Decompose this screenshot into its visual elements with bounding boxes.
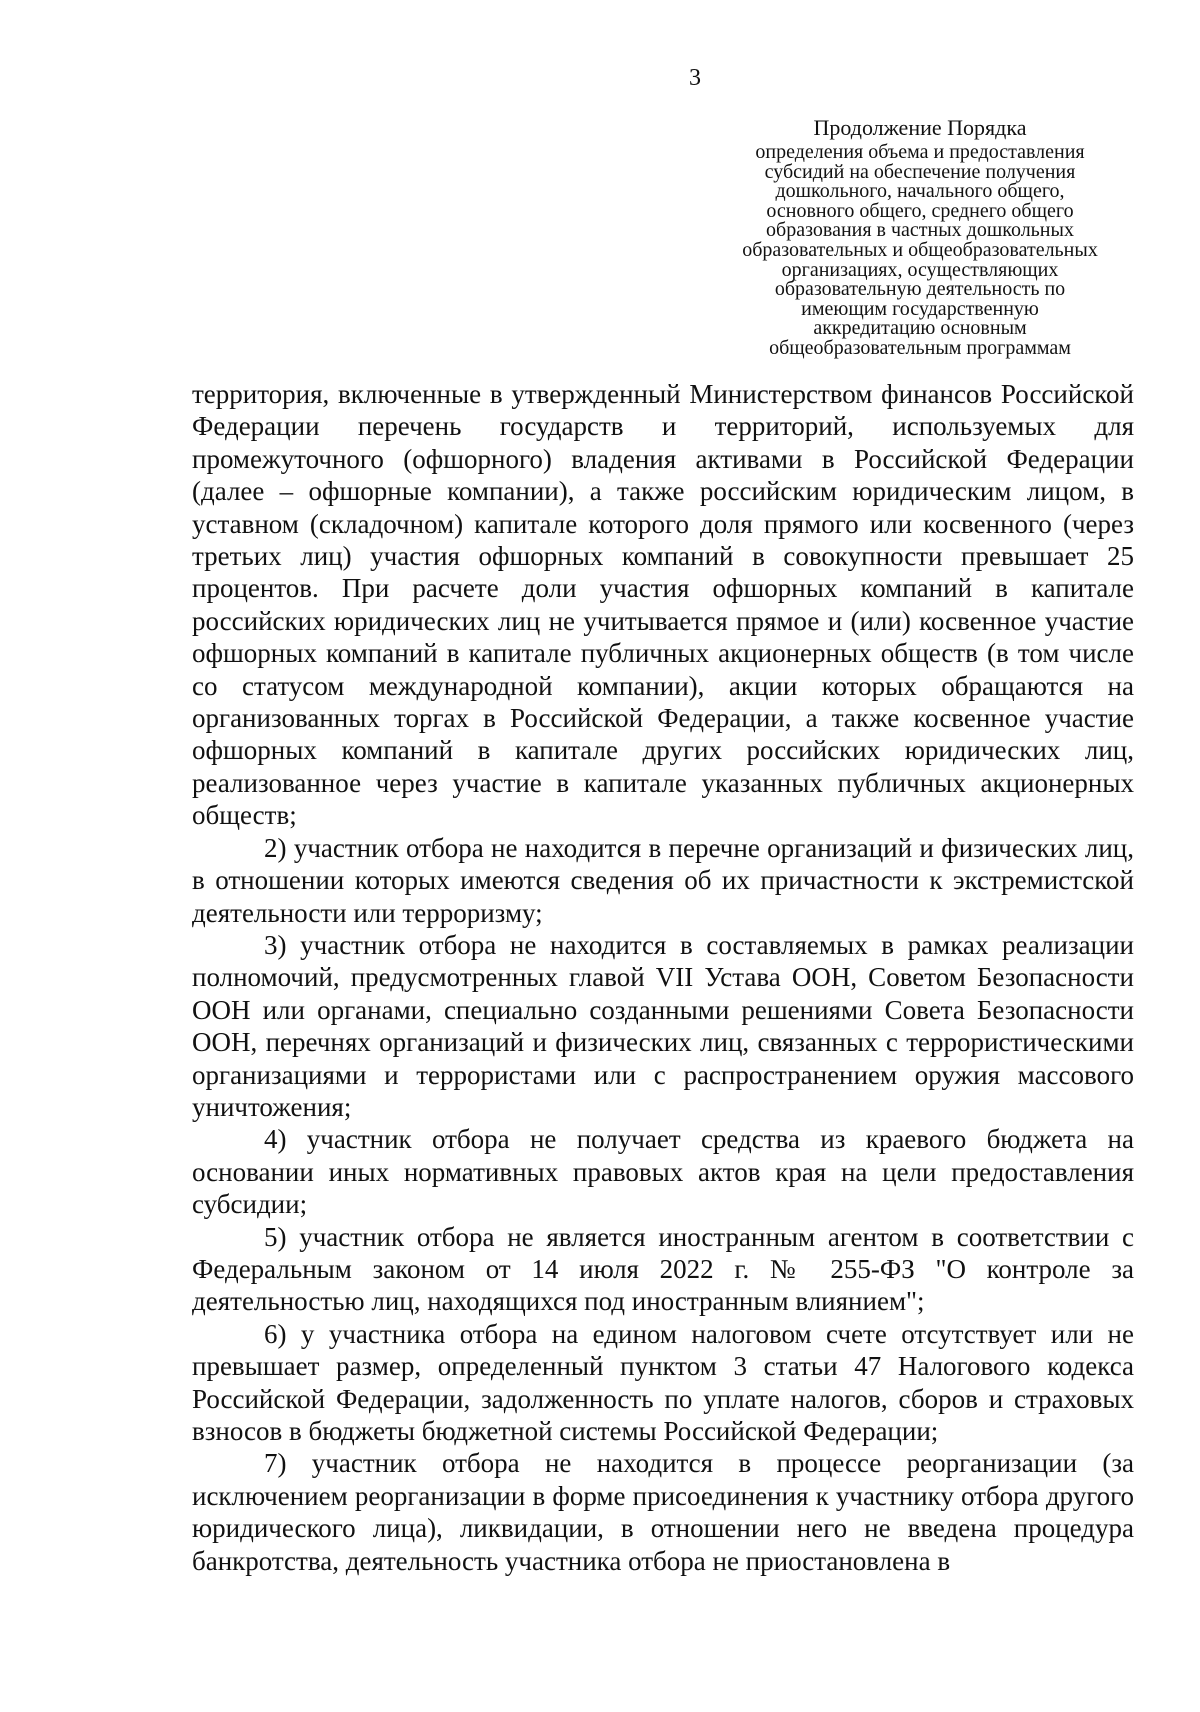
header-line: общеобразовательным программам [769, 336, 1071, 359]
header-title: Продолжение Порядка [813, 115, 1027, 140]
header-line: определения объема и предоставления [755, 141, 1085, 163]
body-paragraph-continuation: территория, включенные в утвержденный Министерством финансов Российской Федерации перечень государств и территорий, используемых для промежуточного (офшорного) владения активами в Российской Федерации (далее – офшорные компании), а также российским юридическим лицом, в уставном (складочном) капитале которого доля прямого или косвенного (через третьих лиц) участия офшорных компаний в совокупности превышает 25 процентов. При расчете доли участия офшорных компаний в капитале российских юридических лиц не учитывается прямое и (или) косвенное участие офшорных компаний в капитале публичных акционерных обществ (в том числе со статусом международной компании), акции которых обращаются на организованных торгах в Российской Федерации, а также косвенное участие офшорных компаний в капитале других российских юридических лиц, реализованное через участие в капитале указанных публичных акционерных обществ; [192, 379, 1134, 831]
header-line: организациях, осуществляющих [781, 258, 1059, 281]
body-paragraph-item-3: 3) участник отбора не находится в составляемых в рамках реализации полномочий, предусмотренных главой VII Устава ООН, Советом Безопасности ООН или органами, специально созданными решениями Совета Безопасности ООН, перечнях организаций и физических лиц, связанных с террористическими организациями и террористами или с распространением оружия массового уничтожения; [192, 929, 1134, 1122]
page-number: 3 [689, 65, 701, 91]
header-line: образовательных и общеобразовательных [742, 238, 1098, 261]
body-paragraph-item-4: 4) участник отбора не получает средства из краевого бюджета на основании иных нормативных правовых актов края на цели предоставления субсидии; [192, 1124, 1134, 1220]
header-line: основного общего, среднего общего [766, 199, 1074, 222]
header-line: аккредитацию основным [813, 317, 1027, 340]
body-paragraph-item-7: 7) участник отбора не находится в процессе реорганизации (за исключением реорганизации в форме присоединения к участнику отбора другого юридического лица), ликвидации, в отношении него не введена процедура банкротства, деятельность участника отбора не приостановлена в [192, 1448, 1134, 1576]
body-paragraph-item-2: 2) участник отбора не находится в перечне организаций и физических лиц, в отношении которых имеются сведения об их причастности к экстремистской деятельности или терроризму; [192, 832, 1134, 928]
document-body [192, 378, 1134, 1577]
header-line: образования в частных дошкольных [766, 219, 1074, 242]
header-line: имеющим государственную [801, 297, 1039, 320]
body-paragraph-item-6: 6) у участника отбора на едином налоговом счете отсутствует или не превышает размер, определенный пунктом 3 статьи 47 Налогового кодекса Российской Федерации, задолженность по уплате налогов, сборов и страховых взносов в бюджеты бюджетной системы Российской Федерации; [192, 1318, 1134, 1446]
header-line: дошкольного, начального общего, [775, 180, 1065, 203]
header-line: субсидий на обеспечение получения [764, 160, 1076, 183]
document-header [710, 115, 1130, 359]
header-line: образовательную деятельность по [774, 278, 1066, 301]
body-paragraph-item-5: 5) участник отбора не является иностранным агентом в соответствии с Федеральным законом от 14 июля 2022 г. № 255-ФЗ "О контроле за деятельностью лиц, находящихся под иностранным влиянием"; [192, 1221, 1134, 1317]
